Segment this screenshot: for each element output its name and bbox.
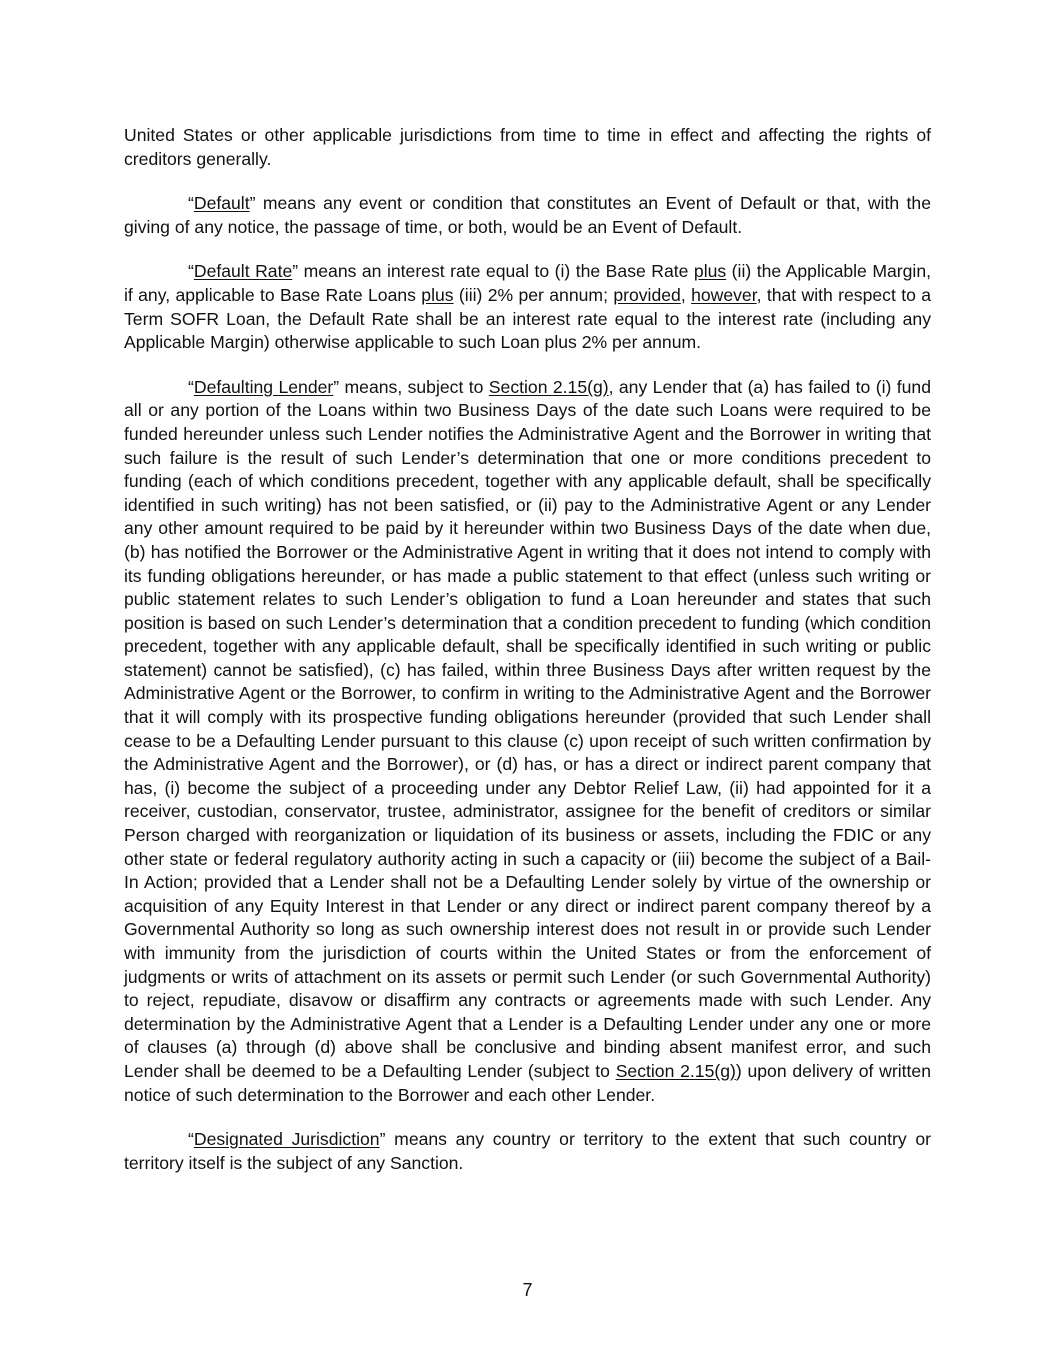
definition-default-rate [124,260,931,354]
definition-designated-jurisdiction [124,1128,931,1175]
definition-text: , that with respect to a Term SOFR Loan, the Default Rate shall be an interest rate equal to the interest rate (including any Applicable Margin) otherwise applicable to such Loan plus 2% per annum. [124,284,932,353]
definition-default [124,192,931,239]
paragraph-continuation [124,124,931,171]
document-body [124,124,931,1196]
definition-text: (ii) the Applicable Margin, if any, applicable to Base Rate Loans [124,261,931,305]
definition-text: , [680,284,692,305]
definition-text: means any country or territory to the extent that such country or territory itself is the subject of any Sanction. [124,1129,931,1173]
definition-text: means an interest rate equal to (i) the Base Rate [298,261,694,282]
emphasis-however: however [691,284,757,305]
definition-text: (iii) 2% per annum; [453,284,614,305]
definition-defaulting-lender [124,376,931,1107]
definition-text: ) upon delivery of written notice of such determination to the Borrower and each other Lender. [124,1060,931,1105]
section-reference: Section 2.15(g) [615,1060,736,1081]
definition-text: , any Lender that (a) has failed to (i) fund all or any portion of the Loans within two Business Days of the date such Loans were required to be funded hereunder unless such Lender notifies the Administrative Agent and the Borrower in writing that such failure is the result of such Lender’s determination that one or more conditions precedent to funding (each of which conditions precedent, together with any applicable default, shall be specifically identified in such writing) has not been satisfied, or (ii) pay to the Administrative Agent or any Lender any other amount required to be paid by it hereunder within two Business Days of the date when due, (b) has notified the Borrower or the Administrative Agent in writing that it does not intend to comply with its funding obligations hereunder, or has made a public statement to that effect (unless such writing or public statement relates to such Lender’s obligation to fund a Loan hereunder and states that such position is based on such Lender’s determination that a condition precedent to funding (which condition precedent, together with any applicable default, shall be specifically identified in such writing or public statement) cannot be satisfied), (c) has failed, within three Business Days after written request by the Administrative Agent or the Borrower, to confirm in writing to the Administrative Agent and the Borrower that it will comply with its prospective funding obligations hereunder (provided that such Lender shall cease to be a Defaulting Lender pursuant to this clause (c) upon receipt of such written confirmation by the Administrative Agent and the Borrower), or (d) has, or has a direct or indirect parent company that has, (i) become the subject of a proceeding under any Debtor Relief Law, (ii) had appointed for it a receiver, custodian, conservator, trustee, administrator, assignee for the benefit of creditors or similar Person charged with reorganization or liquidation of its business or assets, including the FDIC or any other state or federal regulatory authority acting in such a capacity or (iii) become the subject of a Bail-In Action; provided that a Lender shall not be a Defaulting Lender solely by virtue of the ownership or acquisition of any Equity Interest in that Lender or any direct or indirect parent company thereof by a Governmental Authority so long as such ownership interest does not result in or provide such Lender with immunity from the jurisdiction of courts within the United States or from the enforcement of judgments or writs of attachment on its assets or permit such Lender (or such Governmental Authority) to reject, repudiate, disavow or disaffirm any contracts or agreements made with such Lender. Any determination by the Administrative Agent that a Lender is a Defaulting Lender under any one or more of clauses (a) through (d) above shall be conclusive and binding absent manifest error, and such Lender shall be deemed to be a Defaulting Lender (subject to [124,376,931,1081]
definition-text: means, subject to [339,376,489,397]
defined-term: Designated Jurisdiction [193,1129,380,1150]
close-quote: ” [292,261,299,282]
close-quote: ” [249,193,256,214]
definition-text: means any event or condition that constitutes an Event of Default or that, with the giving of any notice, the passage of time, or both, would be an Event of Default. [124,193,931,237]
paragraph-text: United States or other applicable jurisdictions from time to time in effect and affecting the rights of creditors generally. [124,125,931,169]
close-quote: ” [333,376,340,397]
open-quote: “ [188,261,194,282]
emphasis-plus: plus [693,261,727,282]
open-quote: “ [188,1129,194,1150]
section-reference: Section 2.15(g) [488,376,609,397]
page-number: 7 [522,1280,533,1300]
defined-term: Default [193,193,250,214]
close-quote: ” [379,1129,386,1150]
open-quote: “ [188,193,194,214]
defined-term: Defaulting Lender [193,376,334,397]
defined-term: Default Rate [193,261,293,282]
emphasis-plus: plus [421,284,454,305]
emphasis-provided: provided [613,284,681,305]
open-quote: “ [188,376,194,397]
